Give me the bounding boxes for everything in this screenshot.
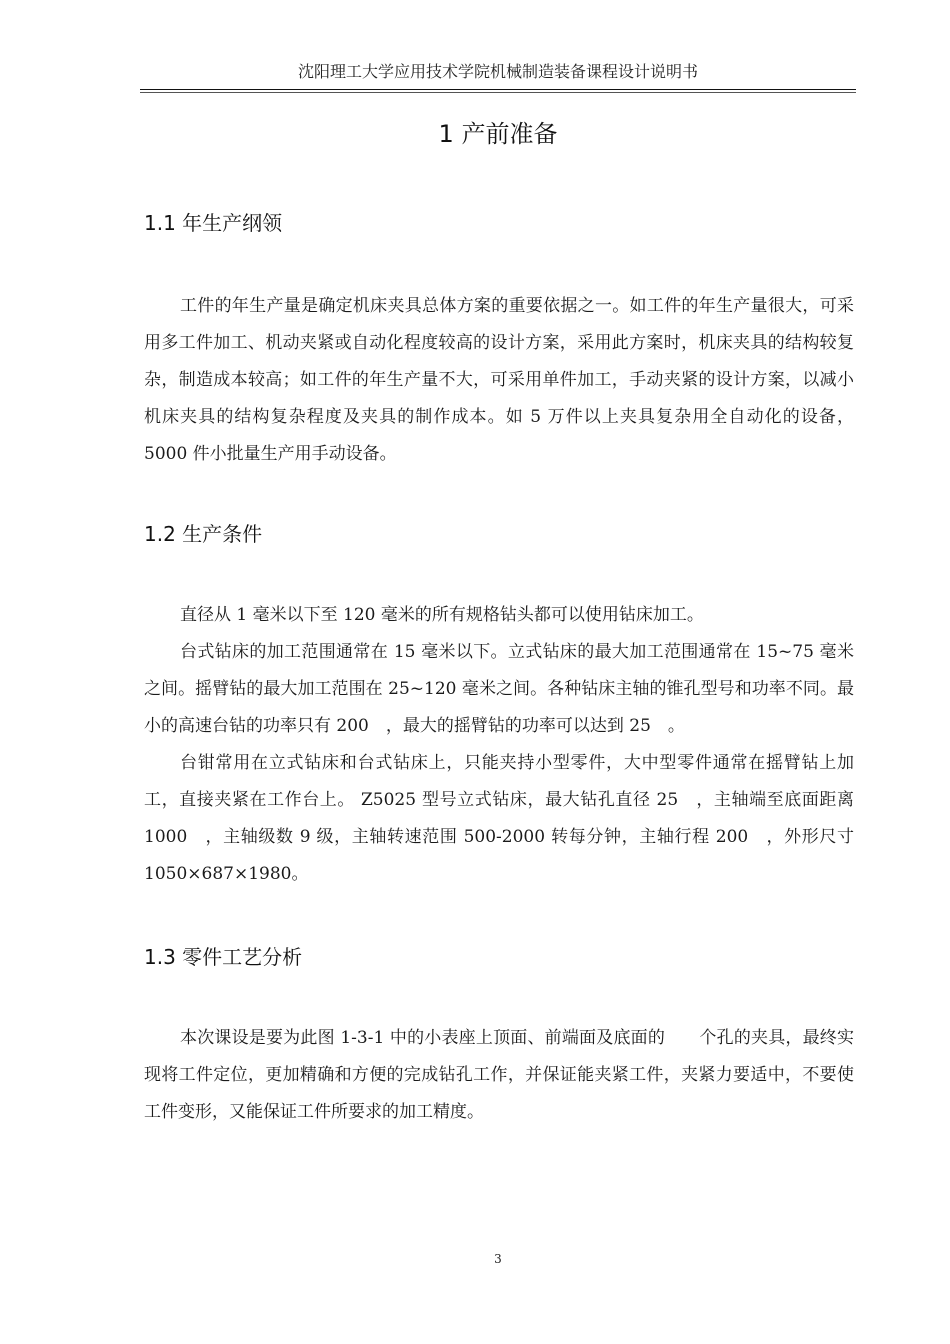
- header-rule: [140, 89, 856, 90]
- section-heading-1-2: 1.2 生产条件: [144, 522, 263, 546]
- paragraph-annual-production: 工件的年生产量是确定机床夹具总体方案的重要依据之一。如工件的年生产量很大，可采用多工件加工、机动夹紧或自动化程度较高的设计方案，采用此方案时，机床夹具的结构较复杂，制造成本较高；如工件的年生产量不大，可采用单件加工，手动夹紧的设计方案，以减小机床夹具的结构复杂程度及夹具的制作成本。如 5 万件以上夹具复杂用全自动化的设备，5000 件小批量生产用手动设备。: [144, 296, 854, 464]
- paragraph-drill-range: 直径从 1 毫米以下至 120 毫米的所有规格钻头都可以使用钻床加工。: [180, 605, 704, 625]
- chapter-title: 1 产前准备: [438, 120, 558, 148]
- section-heading-1-3: 1.3 零件工艺分析: [144, 945, 303, 969]
- section-heading-1-1: 1.1 年生产纲领: [144, 211, 283, 235]
- paragraph-vise-machine: 台钳常用在立式钻床和台式钻床上，只能夹持小型零件，大中型零件通常在摇臂钻上加工，直接夹紧在工作台上。 Z5025 型号立式钻床，最大钻孔直径 25 ，主轴端至底面距离 1000 ，主轴级数 9 级，主轴转速范围 500-2000 转每分钟，主轴行程 200 ，外形尺寸 1050×687×1980。: [144, 753, 854, 884]
- running-header: 沈阳理工大学应用技术学院机械制造装备课程设计说明书: [297, 62, 698, 81]
- header-rule-thin: [140, 92, 856, 93]
- paragraph-drill-types: 台式钻床的加工范围通常在 15 毫米以下。立式钻床的最大加工范围通常在 15~75 毫米之间。摇臂钻的最大加工范围在 25~120 毫米之间。各种钻床主轴的锥孔型号和功率不同。最小的高速台钻的功率只有 200 ，最大的摇臂钻的功率可以达到 25 。: [144, 642, 854, 736]
- paragraph-process-analysis: 本次课设是要为此图 1-3-1 中的小表座上顶面、前端面及底面的 个孔的夹具，最终实现将工件定位，更加精确和方便的完成钻孔工作，并保证能夹紧工件，夹紧力要适中，不要使工件变形，又能保证工件所要求的加工精度。: [144, 1028, 854, 1122]
- page-number: 3: [494, 1252, 502, 1266]
